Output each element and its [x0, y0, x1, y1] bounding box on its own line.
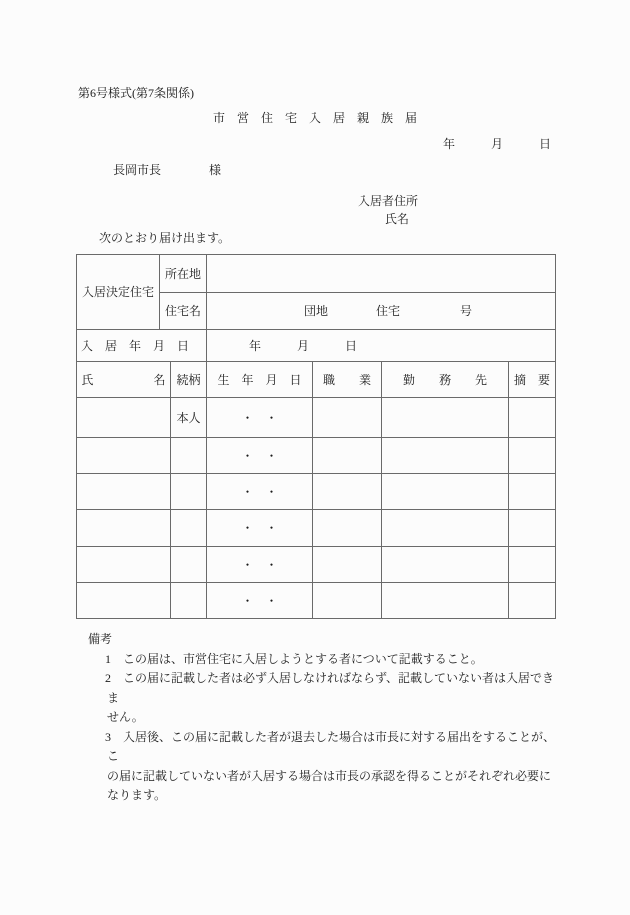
- occupation-cell: [313, 398, 382, 438]
- workplace-cell: [382, 438, 509, 474]
- table-row: [77, 510, 556, 547]
- note-text: 入居後、この届に記載した者が退去した場合は市長に対する届出をすることが、こ の届に記載していない者が入居する場合は市長の承認を得ることがそれぞれ必要に なります。: [107, 729, 556, 802]
- decided-housing-label-cell: 入居決定住宅: [77, 255, 160, 330]
- table-header-row: [77, 362, 556, 398]
- remarks-cell: [509, 547, 556, 583]
- location-label-cell: 所在地: [160, 255, 207, 293]
- remarks-cell: [509, 510, 556, 547]
- remarks-cell: [509, 398, 556, 438]
- birth-cell: ・ ・: [207, 398, 313, 438]
- note-number: 1: [105, 651, 111, 666]
- relation-cell: [171, 510, 207, 547]
- table-row: [77, 547, 556, 583]
- name-cell: [77, 398, 171, 438]
- birth-cell: ・ ・: [207, 474, 313, 510]
- header-occupation-cell: 職 業: [313, 362, 382, 398]
- declaration-text: 次のとおり届け出ます。: [99, 231, 231, 245]
- relation-cell: [171, 438, 207, 474]
- header-workplace-cell: 勤 務 先: [382, 362, 509, 398]
- housing-name-value-cell: 団地 住宅 号: [207, 293, 556, 330]
- workplace-cell: [382, 547, 509, 583]
- remarks-cell: [509, 583, 556, 619]
- name-cell: [77, 547, 171, 583]
- birth-cell: ・ ・: [207, 438, 313, 474]
- notes-section: [88, 630, 558, 806]
- move-in-date-value-cell: 年 月 日: [207, 330, 556, 362]
- header-birth-cell: 生 年 月 日: [207, 362, 313, 398]
- form-table: [76, 254, 556, 619]
- note-number: 2: [105, 671, 111, 685]
- form-title: 市 営 住 宅 入 居 親 族 届: [212, 111, 417, 125]
- birth-cell: ・ ・: [207, 547, 313, 583]
- table-row-location: [77, 255, 556, 293]
- birth-cell: ・ ・: [207, 510, 313, 547]
- note-item: [88, 650, 558, 670]
- name-cell: [77, 438, 171, 474]
- relation-cell: [171, 474, 207, 510]
- name-cell: [77, 474, 171, 510]
- name-cell: [77, 583, 171, 619]
- relation-cell: [171, 547, 207, 583]
- addressee-line: 長岡市長 様: [113, 163, 222, 177]
- note-text: この届に記載した者は必ず入居しなければならず、記載していない者は入居できま せん。: [107, 671, 555, 724]
- occupation-cell: [313, 547, 382, 583]
- occupation-cell: [313, 474, 382, 510]
- workplace-cell: [382, 398, 509, 438]
- workplace-cell: [382, 510, 509, 547]
- move-in-date-label-cell: 入 居 年 月 日: [77, 330, 207, 362]
- header-remarks-cell: 摘 要: [509, 362, 556, 398]
- date-line: 年 月 日: [442, 137, 551, 151]
- remarks-cell: [509, 474, 556, 510]
- occupant-address-label: 入居者住所: [358, 194, 419, 208]
- workplace-cell: [382, 474, 509, 510]
- occupant-name-label: 氏名: [385, 212, 410, 226]
- note-number: 3: [105, 729, 111, 744]
- header-name-cell: 氏 名: [77, 362, 171, 398]
- housing-name-label-cell: 住宅名: [160, 293, 207, 330]
- table-row: [77, 398, 556, 438]
- occupation-cell: [313, 583, 382, 619]
- header-relation-cell: 続柄: [171, 362, 207, 398]
- table-row: [77, 474, 556, 510]
- table-row: [77, 583, 556, 619]
- notes-title: 備考: [88, 632, 113, 646]
- relation-cell: [171, 583, 207, 619]
- table-row: [77, 438, 556, 474]
- occupation-cell: [313, 438, 382, 474]
- relation-cell: 本人: [171, 398, 207, 438]
- workplace-cell: [382, 583, 509, 619]
- note-item: [88, 728, 558, 806]
- note-text: この届は、市営住宅に入居しようとする者について記載すること。: [123, 651, 483, 666]
- occupation-cell: [313, 510, 382, 547]
- remarks-cell: [509, 438, 556, 474]
- birth-cell: ・ ・: [207, 583, 313, 619]
- note-item: [88, 669, 558, 728]
- name-cell: [77, 510, 171, 547]
- location-value-cell: [207, 255, 556, 293]
- form-code: 第6号様式(第7条関係): [78, 86, 194, 100]
- table-row-move-in-date: [77, 330, 556, 362]
